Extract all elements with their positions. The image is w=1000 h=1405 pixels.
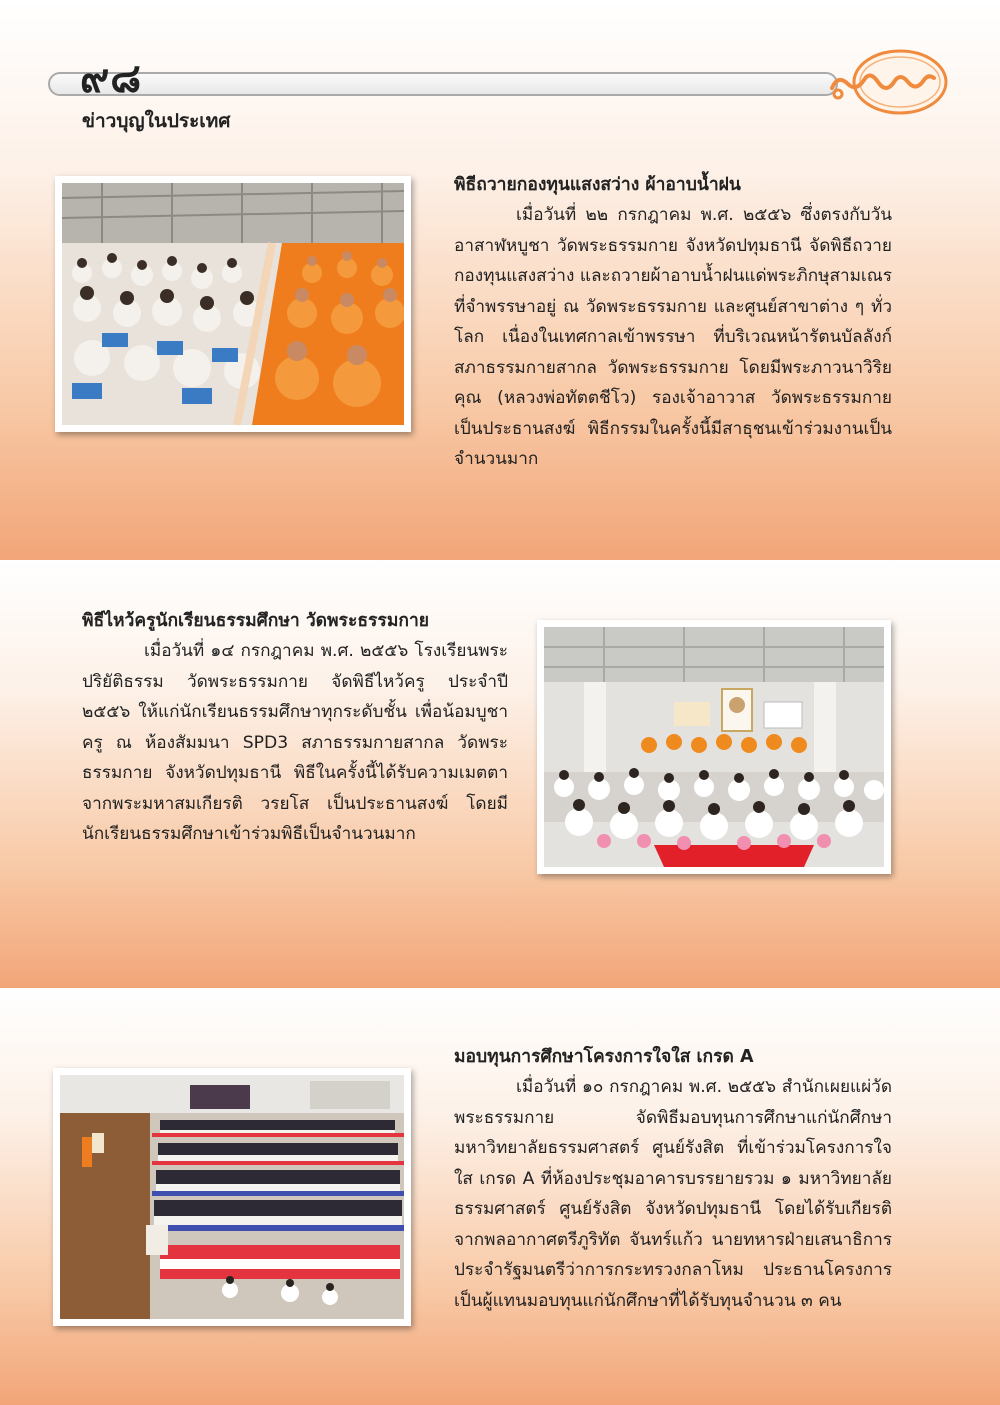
article-2-body: เมื่อวันที่ ๑๔ กรกฎาคม พ.ศ. ๒๕๕๖ โรงเรียนพระปริยัติธรรม วัดพระธรรมกาย จัดพิธีไหว้ครู ประจำปี ๒๕๕๖ ให้แก่นักเรียนธรรมศึกษาทุกระดับชั้น เพื่อน้อมบูชาครู ณ ห้องสัมมนา SPD3 สภาธรรมกายสากล วัดพระธรรมกาย จังหวัดปทุมธานี พิธีในครั้งนี้ได้รับความเมตตาจากพระมหาสมเกียรติ วรยโส เป็นประธานสงฆ์ โดยมีนักเรียนธรรมศึกษาเข้าร่วมพิธีเป็นจำนวนมาก [82, 641, 508, 844]
article-2-title: พิธีไหว้ครูนักเรียนธรรมศึกษา วัดพระธรรมกาย [82, 611, 430, 631]
page-number: ๙๘ [80, 55, 143, 102]
header-rule [48, 72, 838, 96]
article-3-title: มอบทุนการศึกษาโครงการใจใส เกรด A [454, 1047, 754, 1067]
photo-monks-ceremony [55, 176, 411, 432]
section-title: ข่าวบุญในประเทศ [82, 110, 231, 132]
article-3 [454, 1042, 892, 1316]
photo-scholarship-hall [53, 1068, 411, 1326]
article-1-title: พิธีถวายกองทุนแสงสว่าง ผ้าอาบน้ำฝน [454, 175, 741, 195]
magazine-logo [818, 48, 948, 116]
article-3-body: เมื่อวันที่ ๑๐ กรกฎาคม พ.ศ. ๒๕๕๖ สำนักเผยแผ่วัดพระธรรมกาย จัดพิธีมอบทุนการศึกษาแก่นักศึกษามหาวิทยาลัยธรรมศาสตร์ ศูนย์รังสิต ที่เข้าร่วมโครงการใจใส เกรด A ที่ห้องประชุมอาคารบรรยายรวม ๑ มหาวิทยาลัยธรรมศาสตร์ ศูนย์รังสิต จังหวัดปทุมธานี โดยได้รับเกียรติจากพลอากาศตรีภูริทัต จันทร์แก้ว นายทหารฝ่ายเสนาธิการประจำรัฐมนตรีว่าการกระทรวงกลาโหม ประธานโครงการเป็นผู้แทนมอบทุนแก่นักศึกษาที่ได้รับทุนจำนวน ๓ คน [454, 1077, 892, 1311]
photo-students-wai-khru [537, 620, 891, 874]
article-1 [454, 170, 892, 475]
article-1-body: เมื่อวันที่ ๒๒ กรกฎาคม พ.ศ. ๒๕๕๖ ซึ่งตรงกับวันอาสาฬหบูชา วัดพระธรรมกาย จังหวัดปทุมธานี จัดพิธีถวายกองทุนแสงสว่าง และถวายผ้าอาบน้ำฝนแด่พระภิกษุสามเณรที่จำพรรษาอยู่ ณ วัดพระธรรมกาย และศูนย์สาขาต่าง ๆ ทั่วโลก เนื่องในเทศกาลเข้าพรรษา ที่บริเวณหน้ารัตนบัลลังก์ สภาธรรมกายสากล วัดพระธรรมกาย โดยมีพระภาวนาวิริยคุณ (หลวงพ่อทัตตชีโว) รองเจ้าอาวาส วัดพระธรรมกาย เป็นประธานสงฆ์ พิธีกรรมในครั้งนี้มีสาธุชนเข้าร่วมงานเป็นจำนวนมาก [454, 205, 892, 469]
article-2 [82, 606, 508, 850]
